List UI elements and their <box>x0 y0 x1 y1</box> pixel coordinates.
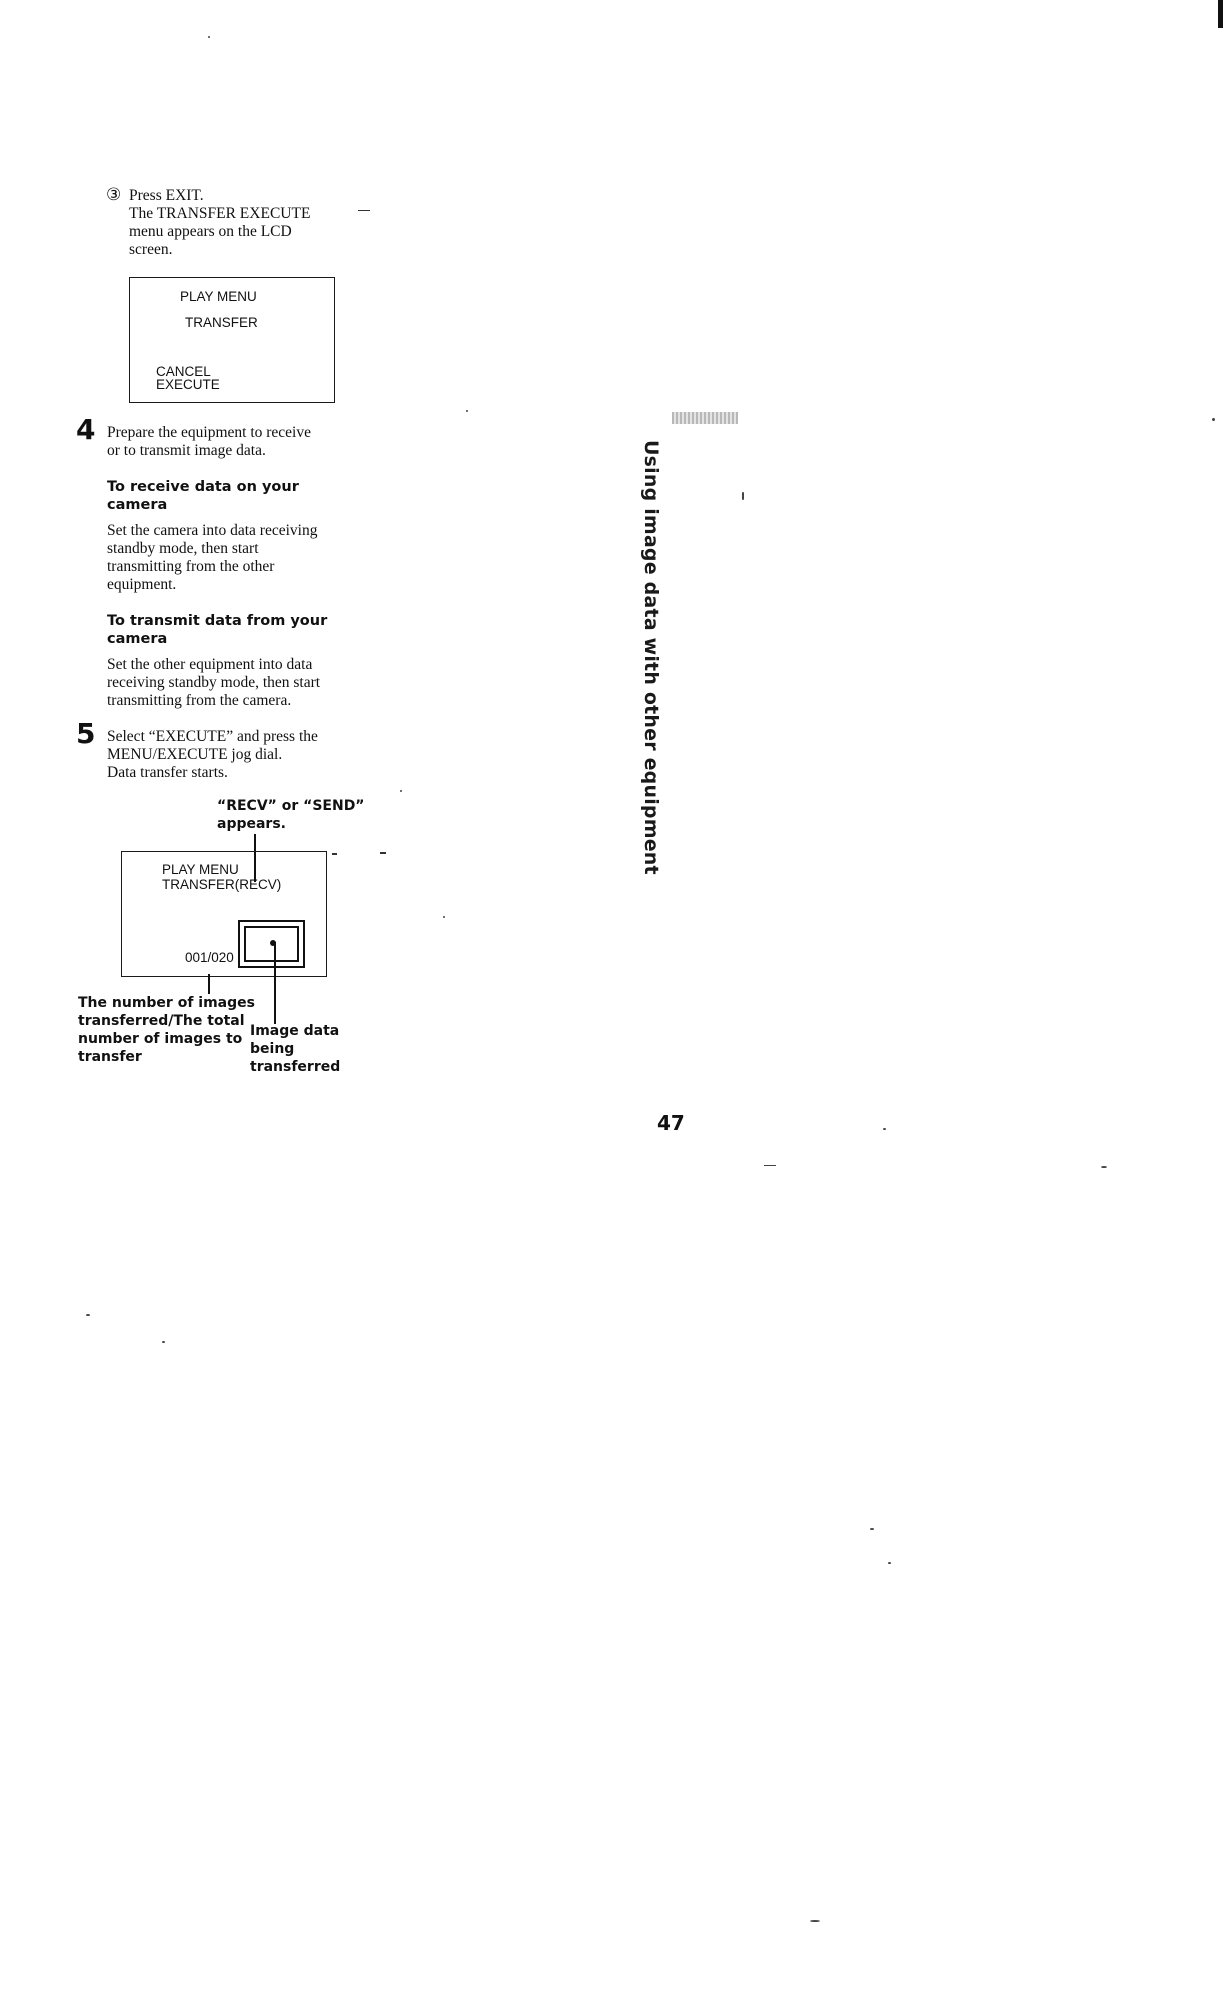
transmit-heading <box>107 612 327 648</box>
callout-line: Image data <box>250 1023 340 1039</box>
step-number: 4 <box>76 413 96 446</box>
scan-speck <box>870 1528 874 1530</box>
image-thumbnail-frame <box>238 920 305 968</box>
receive-text <box>107 522 317 594</box>
lcd-option-cancel: CANCEL <box>156 364 211 379</box>
image-leader-line <box>274 942 276 1024</box>
scan-speck <box>86 1314 90 1316</box>
lcd-option-execute: EXECUTE <box>156 377 220 392</box>
heading-line: camera <box>107 631 168 647</box>
step-number: 5 <box>76 717 96 750</box>
step5-line: Data transfer starts. <box>107 764 228 781</box>
margin-dash <box>358 210 370 211</box>
scan-speck <box>764 1165 776 1166</box>
body-line: Set the camera into data receiving <box>107 522 318 539</box>
transmit-text <box>107 656 320 710</box>
receive-heading <box>107 478 299 514</box>
image-counter: 001/020 <box>185 950 234 965</box>
body-line: transmitting from the camera. <box>107 692 292 709</box>
margin-dash <box>380 852 386 854</box>
scan-speck <box>883 1128 886 1130</box>
heading-line: camera <box>107 497 168 513</box>
callout-image-data <box>250 1022 340 1076</box>
scan-speck <box>810 1920 820 1922</box>
scan-speck <box>162 1341 165 1343</box>
step3-text <box>129 187 310 259</box>
lcd-menu-item: TRANSFER(RECV) <box>162 877 282 892</box>
body-line: receiving standby mode, then start <box>107 674 321 691</box>
callout-line: The number of images <box>78 995 255 1011</box>
step4-line: Prepare the equipment to receive <box>107 424 311 441</box>
step5-text <box>107 728 318 782</box>
step3-line: The TRANSFER EXECUTE <box>129 205 311 222</box>
page-edge-mark <box>1218 0 1223 28</box>
step3-line: screen. <box>129 241 173 258</box>
scan-speck <box>208 36 210 38</box>
step5-line: Select “EXECUTE” and press the <box>107 728 318 745</box>
scan-speck <box>1212 418 1215 421</box>
step3-line: menu appears on the LCD <box>129 223 292 240</box>
callout-recv-send <box>217 797 365 833</box>
body-line: Set the other equipment into data <box>107 656 313 673</box>
step3-marker: ③ <box>106 185 122 204</box>
callout-line: number of images to <box>78 1031 243 1047</box>
body-line: standby mode, then start <box>107 540 259 557</box>
lcd-title: PLAY MENU <box>180 289 257 304</box>
step4-line: or to transmit image data. <box>107 442 266 459</box>
lcd-screen-transfer-execute <box>129 277 335 403</box>
scan-speck <box>400 790 402 792</box>
lcd-screen-transfer-progress <box>121 851 327 977</box>
scan-speck <box>1101 1166 1107 1168</box>
scan-speck <box>742 492 744 500</box>
lcd-menu-item: TRANSFER <box>185 315 258 330</box>
section-side-tab: Using image data with other equipment <box>640 440 662 875</box>
step4-text <box>107 424 311 460</box>
body-line: transmitting from the other <box>107 558 275 575</box>
page-number: 47 <box>657 1111 685 1135</box>
scan-speck <box>888 1562 891 1564</box>
step3-line: Press EXIT. <box>129 187 204 204</box>
callout-line: transfer <box>78 1049 142 1065</box>
scan-speck <box>466 410 468 412</box>
callout-line: transferred/The total <box>78 1013 245 1029</box>
heading-line: To receive data on your <box>107 479 299 495</box>
callout-image-count <box>78 994 255 1066</box>
lcd-corner-mark <box>332 853 337 855</box>
counter-leader-line <box>208 974 210 994</box>
section-tab-marker <box>672 412 738 424</box>
callout-line: being <box>250 1041 295 1057</box>
callout-line: “RECV” or “SEND” <box>217 798 365 814</box>
step5-line: MENU/EXECUTE jog dial. <box>107 746 283 763</box>
lcd-title: PLAY MENU <box>162 862 239 877</box>
body-line: equipment. <box>107 576 177 593</box>
scan-speck <box>443 916 445 918</box>
heading-line: To transmit data from your <box>107 613 328 629</box>
callout-line: appears. <box>217 816 286 832</box>
callout-line: transferred <box>250 1059 341 1075</box>
